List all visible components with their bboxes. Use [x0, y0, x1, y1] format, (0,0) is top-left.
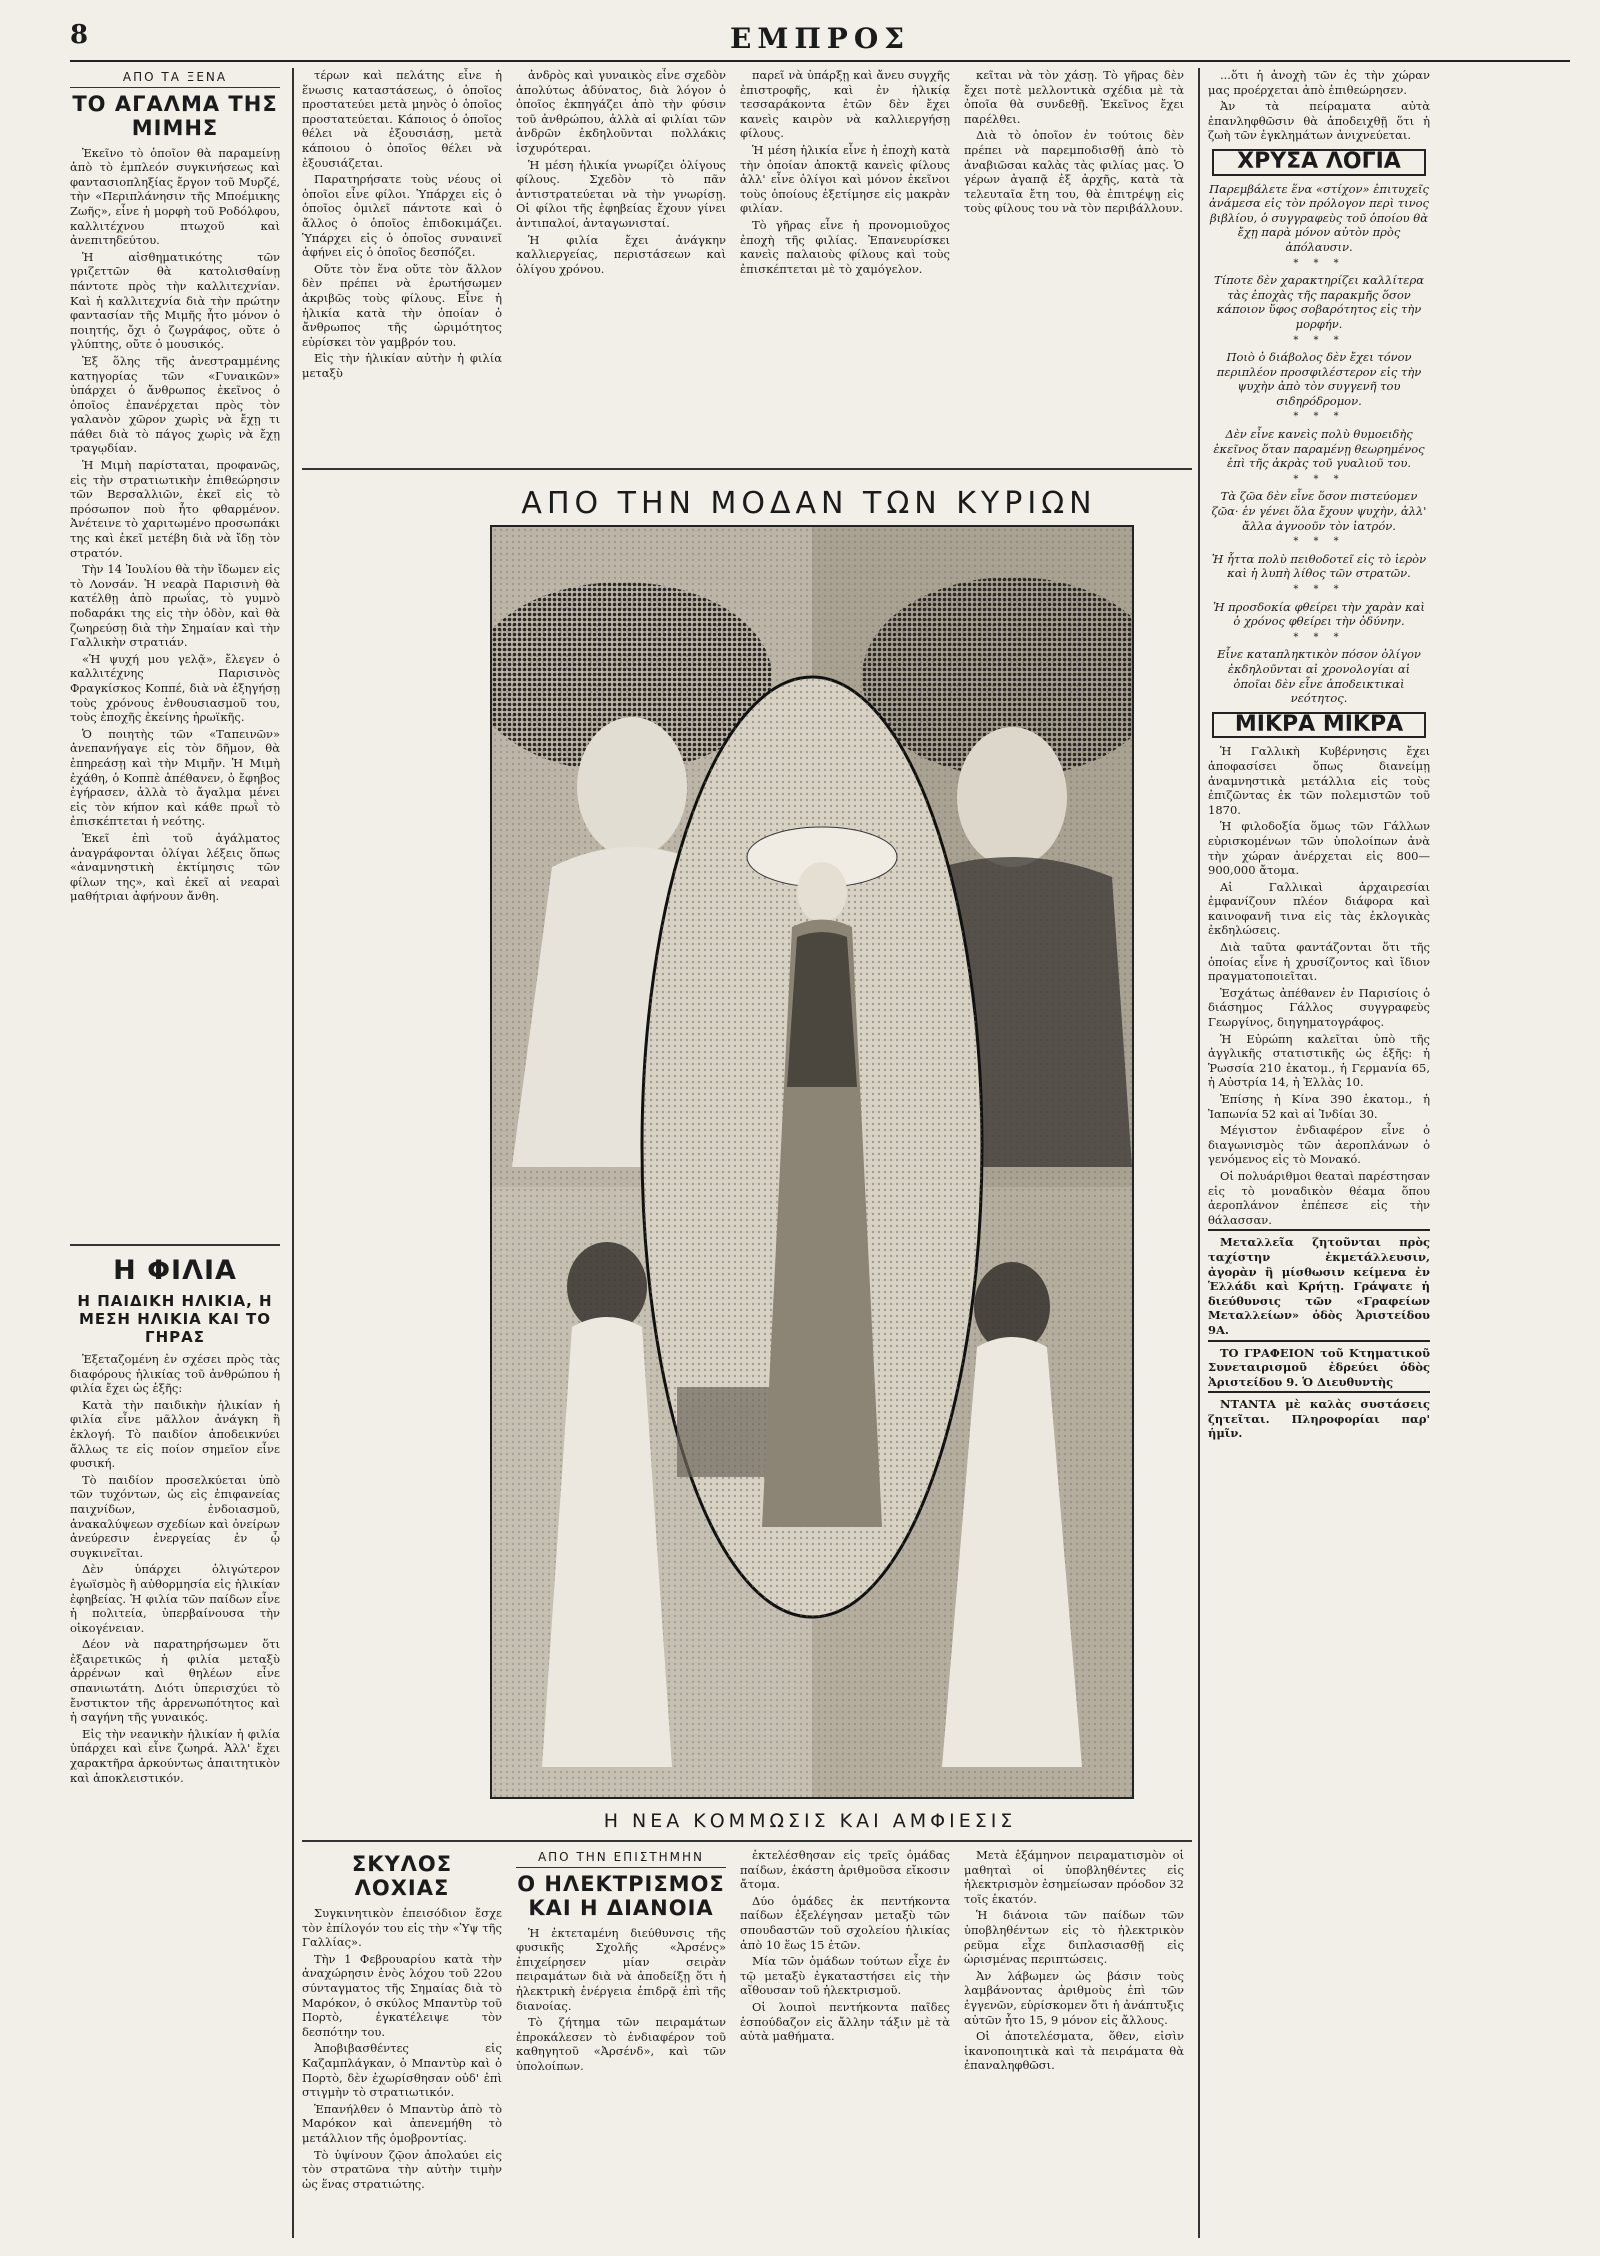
page-number: 8 [70, 20, 89, 50]
article-paragraph: Τὸ ζήτημα τῶν πειραμάτων ἐπροκάλεσεν τὸ ἐνδιαφέρον τοῦ καθηγητοῦ «Ἀρσένδ», καὶ τῶν ὑπολοίπων. [516, 2015, 726, 2073]
separator-stars: * * * [1293, 584, 1345, 595]
column-dog-article [302, 1848, 502, 2238]
separator-stars: * * * [1293, 631, 1345, 643]
article-paragraph: Ἡ μέση ἡλικία εἶνε ἡ ἐποχὴ κατὰ τὴν ὁποίαν ἀποκτᾷ κανεὶς φίλους ἀλλ' εἶνε ὀλίγοι καὶ μόνον ἐκεῖνοι τοὺς ὁποίους ἐξετίμησε εἰς μακρὰν φιλίαν. [740, 142, 950, 216]
fashion-feature-title: ΑΠΟ ΤΗΝ ΜΟΔΑΝ ΤΩΝ ΚΥΡΙΩΝ [521, 486, 1097, 521]
article-paragraph: Ἡ διάνοια τῶν παίδων τῶν ὑποβληθέντων εἰς τὸ ἠλεκτρικὸν ρεῦμα εἶχε διπλασιασθῇ εἰς ὠρισμένας περιπτώσεις. [964, 1908, 1184, 1967]
article-paragraph: Δὲν ὑπάρχει ὁλιγώτερον ἐγωϊσμὸς ἢ αὐθορμησία εἰς ἡλικίαν ἐφηβείας. Ἡ φιλία τῶν παίδων εἶνε ἡ πολιτεία, ὑπερβαίνουσα τὴν οἰκογένειαν. [70, 1562, 280, 1635]
article-headline: ΤΟ ΑΓΑΛΜΑ ΤΗΣ ΜΙΜΗΣ [72, 91, 278, 140]
article-paragraph: Συγκινητικὸν ἐπεισόδιον ἔσχε τὸν ἐπίλογόν του εἰς τὴν «Ὑψ τῆς Γαλλίας». [302, 1906, 502, 1950]
fashion-caption: Η ΝΕΑ ΚΟΜΜΩΣΙΣ ΚΑΙ ΑΜΦΙΕΣΙΣ [603, 1810, 1017, 1832]
section-divider [302, 468, 1192, 470]
article-paragraph: τέρων καὶ πελάτης εἶνε ἡ ἕνωσις καταστάσεως, ὁ ὁποῖος προστατεύει μετὰ μηνὸς ὁ ὁποῖος προστατεύεται. Κάποιος ὁ ὁποῖος θέλει νὰ ἐξουσιάσῃ, μετὰ κάποιου ὁ ὁποῖος θέλει νὰ ἐξουσιάζεται. [302, 68, 502, 170]
separator-stars: * * * [1293, 411, 1345, 423]
article-paragraph: Ἀν τὰ πείραματα αὐτὰ ἐπανληφθῶσιν θὰ ἀποδειχθῇ ὅτι ἡ ζωὴ τῶν ἐγκλημάτων ἀνιχνεύεται. [1208, 99, 1430, 143]
saying-item: Ἡ προσδοκία φθείρει τὴν χαρὰν καὶ ὁ χρόνος φθείρει τὴν ὀδύνην. [1213, 599, 1425, 629]
fashion-photos-illustration [492, 527, 1132, 1797]
classified-ad: ΝΤΑΝΤΑ μὲ καλὰς συστάσεις ζητεῖται. Πληροφορίαι παρ' ἡμῖν. [1208, 1391, 1430, 1441]
article-headline: Ο ΗΛΕΚΤΡΙΣΜΟΣ ΚΑΙ Η ΔΙΑΝΟΙΑ [517, 1871, 725, 1920]
article-paragraph: Εἰς τὴν νεανικὴν ἡλικίαν ἡ φιλία ὑπάρχει καὶ εἶνε ζωηρά. Ἀλλ' ἔχει χαρακτῆρα ἀρκούντως ἀπαιτητικὸν καὶ ἀποκλειστικόν. [70, 1726, 280, 1785]
separator-stars: * * * [1293, 334, 1345, 346]
article-subheadline: Η ΠΑΙΔΙΚΗ ΗΛΙΚΙΑ, Η ΜΕΣΗ ΗΛΙΚΙΑ ΚΑΙ ΤΟ ΓΗΡΑΣ [77, 1292, 273, 1346]
article-paragraph: Τὸ γῆρας εἶνε ἡ προνομιοῦχος ἐποχὴ τῆς φιλίας. Ἐπανευρίσκει κανεὶς παλαιοὺς φίλους καὶ τοὺς ἐπισκέπτεται μὲ τὸ χαμόγελον. [740, 217, 950, 276]
briefs-section-heading: ΜΙΚΡΑ ΜΙΚΡΑ [1212, 712, 1426, 739]
sayings-section-heading: ΧΡΥΣΑ ΛΟΓΙΑ [1212, 149, 1426, 176]
brief-item: Ἡ φιλοδοξία ὅμως τῶν Γάλλων εὑρισκομένων τῶν ὑπολοίπων ἀνὰ τὴν χώραν ἀνέρχεται εἰς 800—900,000 ἄτομα. [1208, 819, 1430, 878]
section-kicker: ΑΠΟ ΤΑ ΞΕΝΑ [70, 68, 280, 88]
brief-item: Ἐπίσης ἡ Κίνα 390 ἑκατομ., ἡ Ἰαπωνία 52 καὶ αἱ Ἰνδίαι 30. [1208, 1092, 1430, 1121]
newspaper-title: ΕΜΠΡΟΣ [729, 22, 911, 55]
column-friendship-continued [740, 68, 950, 458]
section-kicker: ΑΠΟ ΤΗΝ ΕΠΙΣΤΗΜΗΝ [516, 1848, 726, 1868]
saying-item: Ποιὸ ὁ διάβολος δὲν ἔχει τόνον περιπλέον προσφιλέστερον εἰς τὴν ψυχὴν ἀπὸ τὸν συγγενῆ του σιδηρόδρομον. [1216, 350, 1422, 408]
separator-stars: * * * [1293, 536, 1345, 548]
separator-stars: * * * [1293, 473, 1345, 485]
article-paragraph: Οὔτε τὸν ἕνα οὔτε τὸν ἄλλον δὲν πρέπει νὰ ἐρωτήσωμεν ἀκριβῶς τοὺς φίλους. Εἶνε ἡ ἡλικία κατὰ τὴν ὁποίαν ὁ ἄνθρωπος τῆς ὡριμότητος εὑρίσκει τὸν γαμβρόν του. [302, 261, 502, 349]
article-paragraph: Κατὰ τὴν παιδικὴν ἡλικίαν ἡ φιλία εἶνε μᾶλλον ἀνάγκη ἢ ἐκλογή. Τὸ παιδίον ἀποδεικνύει ἄλλως τε εἰς ποίον σημεῖον εἶνε φυσική. [70, 1397, 280, 1471]
article-paragraph: Μετὰ ἑξάμηνον πειραματισμὸν οἱ μαθηταὶ οἱ ὑποβληθέντες εἰς ἠλεκτρισμὸν ἐσημείωσαν πρόοδον 32 τοῖς ἑκατόν. [964, 1848, 1184, 1906]
article-paragraph: Τὴν 1 Φεβρουαρίου κατὰ τὴν ἀναχώρησιν ἑνὸς λόχου τοῦ 22ου σύνταγματος τῆς Σημαίας διὰ τὸ Μαρόκον, ὁ σκύλος Μπαντὺρ τοῦ Πορτὸ, ἐγκατέλειψε τὸν δεσπότην του. [302, 1951, 502, 2039]
article-paragraph: Εἰς τὴν ἡλικίαν αὐτὴν ἡ φιλία μεταξὺ [302, 351, 502, 380]
saying-item: Δὲν εἶνε κανεὶς πολὺ θυμοειδὴς ἐκεῖνος ὅταν παραμένῃ θεωρημένος ἐπὶ τῆς ἀκρὰς τοῦ γυαλιοῦ του. [1213, 427, 1425, 471]
article-paragraph: Ἡ αἰσθηματικότης τῶν γριζεττῶν θὰ κατολισθαίνῃ πάντοτε πρὸς τὴν καλλιτεχνίαν. Καὶ ἡ καλλιτεχνία διὰ τὴν πρώτην φαντασίαν τῆς Μιμῆς ἦτο μόνον ὁ ποιητής, ὄχι ὁ ζωγράφος, οὔτε ὁ γλύπτης, οὔτε ὁ μουσικός. [70, 249, 280, 352]
article-paragraph: ...ὅτι ἡ ἀνοχὴ τῶν ἐς τὴν χώραν μας προέρχεται ἀπὸ ἐπιθεώρησεν. [1208, 68, 1430, 97]
column-friendship-continued [302, 68, 502, 458]
article-paragraph: ἀνδρὸς καὶ γυναικὸς εἶνε σχεδὸν ἀπολύτως ἀδύνατος, διὰ λόγον ὁ ὁποῖος ἐκπηγάζει ἀπὸ τὴν φύσιν τοῦ ἀνθρώπου, ἀλλὰ αἱ φιλίαι τῶν ἀνδρῶν ἐκδηλοῦνται πολλάκις ἰσχυρότεραι. [516, 68, 726, 155]
classified-ad: Μεταλλεῖα ζητοῦνται πρὸς ταχίστην ἐκμετάλλευσιν, ἀγορὰν ἢ μίσθωσιν κείμενα ἐν Ἑλλάδι καὶ Κρήτῃ. Γράψατε ἡ διεύθυνσις τῶν «Γραφείων Μεταλλείων» ὁδὸς Ἀριστείδου 9Α. [1208, 1229, 1430, 1337]
article-paragraph: Δύο ὁμάδες ἐκ πεντήκοντα παίδων ἐξελέγησαν μεταξὺ τῶν σπουδαστῶν τοῦ σχολείου ἡλικίας ἀπὸ 10 ἕως 15 ἐτῶν. [740, 1893, 950, 1952]
brief-item: Οἱ πολυάριθμοι θεαταὶ παρέστησαν εἰς τὸ μοναδικὸν θέαμα ὅπου ἀεροπλάνον ἐπέπεσε εἰς τὴν θάλασσαν. [1208, 1168, 1430, 1227]
column-friendship-article [70, 1252, 280, 2237]
column-science-continued [740, 1848, 950, 2238]
article-paragraph: Ἀν λάβωμεν ὡς βάσιν τοὺς λαμβάνοντας ἀριθμοὺς ἐπὶ τῶν ἐγγενῶν, εὑρίσκομεν ὅτι ἡ ἀνάπτυξις αὐτῶν ἦτο 15, 9 μόνον εἰς ἄλλους. [964, 1968, 1184, 2027]
column-science-continued [964, 1848, 1184, 2238]
article-paragraph: Ἐξ ὅλης τῆς ἀνεστραμμένης κατηγορίας τῶν «Γυναικῶν» ὑπάρχει ὁ ἄνθρωπος ἐκεῖνος ὁ ὁποῖος ἐπανέρχεται πρὸς τὸν γαλανὸν χῶρον χωρὶς νὰ ἔχῃ τι πάθει διὰ τὸ πάγος χωρὶς νὰ ἔχῃ τραγῳδίαν. [70, 353, 280, 456]
brief-item: Ἡ Εὐρώπη καλεῖται ὑπὸ τῆς ἀγγλικῆς στατιστικῆς ὡς ἑξῆς: ἡ Ῥωσσία 210 ἑκατομ., ἡ Γερμανία 65, ἡ Αὐστρία 14, ἡ Ἑλλὰς 10. [1208, 1031, 1430, 1090]
article-paragraph: «Ἡ ψυχή μου γελᾷ», ἔλεγεν ὁ καλλιτέχνης Παρισινὸς Φραγκίσκος Κοππέ, διὰ νὰ ἐξηγήσῃ τοὺς χρόνους ἐνθουσιασμοῦ του, τοὺς ἐποχῆς ἐκείνης ἡρωϊκῆς. [70, 651, 280, 725]
brief-item: Μέγιστον ἐνδιαφέρον εἶνε ὁ διαγωνισμὸς τῶν ἀεροπλάνων ὁ γενόμενος εἰς τὸ Μονακό. [1208, 1123, 1430, 1167]
article-paragraph: Ἐκεῖνο τὸ ὁποῖον θὰ παραμείνῃ ἀπὸ τὸ ἐμπλεόν συγκινήσεως καὶ φαντασιοπληξίας ἔργον τοῦ Μυρζέ, τὴν «Περιπλάνησιν τῆς Μποέμικης Ζωῆς», εἶνε ἡ μορφὴ τοῦ Ροδόλφου, καλλιτέχνου πτωχοῦ καὶ ἀνεπιτηδεύτου. [70, 145, 280, 248]
brief-item: Αἱ Γαλλικαὶ ἀρχαιρεσίαι ἐμφανίζουν πλέον διάφορα καὶ καινοφανῆ τινα εἰς τὰς ἐκλογικὰς ἐκδηλώσεις. [1208, 879, 1430, 938]
article-paragraph: παρεῖ νὰ ὑπάρξῃ καὶ ἄνευ συγχῆς ἐπιστροφῆς, καὶ ἐν ἡλικίᾳ τεσσαράκοντα ἐτῶν δὲν ἔχει κανεὶς καιρὸν νὰ καλλιεργήσῃ φίλους. [740, 68, 950, 141]
brief-item: Ἡ Γαλλικὴ Κυβέρνησις ἔχει ἀποφασίσει ὅπως διανείμῃ ἀναμνηστικὰ μετάλλια εἰς τοὺς ἐπιζῶντας ἐκ τῶν πολεμιστῶν τοῦ 1870. [1208, 744, 1430, 817]
column-rule [1198, 68, 1200, 2238]
saying-item: Ἡ ἧττα πολὺ πειθοδοτεῖ εἰς τὸ ἱερὸν καὶ ἡ λυπὴ λίθος τῶν στρατῶν. [1211, 551, 1427, 581]
article-paragraph: Οἱ λοιποὶ πεντήκοντα παῖδες ἐσπούδαζον εἰς ἄλλην τάξιν μὲ τὰ αὐτὰ μαθήματα. [740, 1999, 950, 2044]
masthead [70, 20, 1570, 62]
article-paragraph: ἐκτελέσθησαν εἰς τρεῖς ὁμάδας παίδων, ἑκάστη ἀριθμοῦσα εἴκοσιν ἄτομα. [740, 1848, 950, 1892]
saying-item: Τὰ ζῶα δὲν εἶνε ὅσον πιστεύομεν ζῶα· ἐν γένει ὅλα ἔχουν ψυχὴν, ἀλλ' ἄλλα ἀγνοοῦν τὸν ἰατρόν. [1211, 489, 1427, 533]
column-science-article [516, 1848, 726, 2238]
sayings-intro: Παρεμβάλετε ἕνα «στίχον» ἐπιτυχεῖς ἀνάμεσα εἰς τὸν πρόλογον περὶ τινος βιβλίου, ὁ συγγραφεὺς τοῦ ὁποίου θὰ ἔχῃ παρὰ μόνον αὐτὸν πρὸς ἀπόλαυσιν. [1209, 181, 1429, 254]
article-paragraph: Ἡ μέση ἡλικία γνωρίζει ὀλίγους φίλους. Σχεδὸν τὸ πᾶν ἀντιστρατεύεται νὰ τὴν γνωρίσῃ. Οἱ φίλοι τῆς ἐφηβείας ἔχουν γίνει ἀντιπαλοί, ἀνταγωνισταί. [516, 157, 726, 230]
article-paragraph: Τὸ ὑψίνουν ζῷον ἀπολαύει εἰς τὸν στρατῶνα τὴν αὐτὴν τιμὴν ὡς ἕνας στρατιώτης. [302, 2147, 502, 2191]
separator-stars: * * * [1293, 257, 1345, 269]
newspaper-page [70, 20, 1570, 2240]
column-rule [292, 68, 294, 2238]
column-divider [70, 1244, 280, 1246]
article-paragraph: Ὁ ποιητὴς τῶν «Ταπεινῶν» ἀνεπανήγαγε εἰς τὸν δῆμον, θὰ ἐπηρεάσῃ καὶ τὴν Μιμῆν. Ἡ Μιμὴ ἐχάθη, ὁ Κοππὲ ἀπέθανεν, ὁ ἔφηβος ἐγήρασεν, ἀλλὰ τὸ ἄγαλμα μένει εἰς τὸν κήπον καὶ κάθε πρωῒ τὸ ἐπισκέπτεται ἡ νεότης. [70, 726, 280, 829]
brief-item: Διὰ ταῦτα φαντάζονται ὅτι τῆς ὁποίας εἶνε ἡ χρυσίζοντος καὶ ἴδιον πραγματοποιεῖται. [1208, 940, 1430, 984]
article-paragraph: Ἐξεταζομένη ἐν σχέσει πρὸς τὰς διαφόρους ἡλικίας τοῦ ἀνθρώπου ἡ φιλία ἔχει ὡς ἑξῆς: [70, 1352, 280, 1396]
article-paragraph: κεῖται νὰ τὸν χάσῃ. Τὸ γῆρας δὲν ἔχει ποτὲ μελλοντικὰ σχέδια μὲ τὰ ὁποῖα θὰ συνδεθῇ. Ἐκεῖνος ἔχει παρέλθει. [964, 68, 1184, 126]
fashion-photo-collage [490, 525, 1134, 1799]
column-right-miscellany [1208, 68, 1430, 2238]
article-paragraph: Παρατηρήσατε τοὺς νέους οἱ ὁποῖοι εἶνε φίλοι. Ὑπάρχει εἰς ὁ ὁποῖος ὁμιλεῖ πάντοτε καὶ ὁ ἄλλος ὁ ὁποῖος ἐπιδοκιμάζει. Ὑπάρχει εἰς ὁ ὁποῖος συναινεῖ ἀφήνει εἰς ὁ ὁποῖος δεσπόζει. [302, 172, 502, 260]
article-paragraph: Τὸ παιδίον προσελκύεται ὑπὸ τῶν τυχόντων, ὡς εἰς ἐπιφανείας παιχνίδων, ἐνδοιασμοῦ, ἀνακαλύψεων σχεδίων καὶ ὀνείρων ἀνεύρεσιν ἐνεργείας ἐν ᾧ συγκινεῖται. [70, 1472, 280, 1560]
article-paragraph: Ἡ ἐκτεταμένη διεύθυνσις τῆς φυσικῆς Σχολῆς «Ἀρσένς» ἐπιχείρησεν μίαν σειρὰν πειραμάτων διὰ νὰ ἀποδείξῃ ὅτι ἡ ἠλεκτρικὴ ἐνέργεια ἐπιδρᾷ ἐπὶ τῆς διανοίας. [516, 1925, 726, 2013]
classified-ad: ΤΟ ΓΡΑΦΕΙΟΝ τοῦ Κτηματικοῦ Συνεταιρισμοῦ ἐδρεύει ὁδὸς Ἀριστείδου 9. Ὁ Διευθυντὴς [1208, 1340, 1430, 1390]
saying-item: Τίποτε δὲν χαρακτηρίζει καλλίτερα τὰς ἐποχὰς τῆς παρακμῆς ὅσον κάποιον ὕφος σοβαρότητος εἰς τὴν μορφήν. [1214, 273, 1424, 331]
article-paragraph: Ἐκεῖ ἐπὶ τοῦ ἀγάλματος ἀναγράφονται ὀλίγαι λέξεις ὅπως «ἀναμνηστικὴ ἐκτίμησις τῶν φίλων της», καὶ ἐκεῖ αἱ νεαραὶ μαθήτριαι ἀφήνουν ἄνθη. [70, 830, 280, 904]
section-divider [302, 1840, 1192, 1842]
column-friendship-continued [516, 68, 726, 458]
article-paragraph: Ἀποβιβασθέντες εἰς Καζαμπλάγκαν, ὁ Μπαντὺρ καὶ ὁ Πορτὸ, δὲν ἐχωρίσθησαν οὐδ' ἐπὶ στιγμὴν τὸ στρατιωτικόν. [302, 2041, 502, 2100]
saying-item: Εἶνε καταπληκτικὸν πόσον ὀλίγον ἐκδηλοῦνται αἱ χρονολογίαι αἱ ὁποῖαι δὲν εἶνε ἀποδεικτικαὶ νεότητος. [1217, 647, 1421, 706]
article-paragraph: Ἡ φιλία ἔχει ἀνάγκην καλλιεργείας, περιστάσεων καὶ ὀλίγου χρόνου. [516, 232, 726, 276]
article-headline: Η ΦΙΛΙΑ [113, 1255, 237, 1286]
article-paragraph: Δέον νὰ παρατηρήσωμεν ὅτι ἐξαιρετικῶς ἡ φιλία μεταξὺ ἀρρένων καὶ θηλέων εἶνε σπανιωτάτη. Διότι ὑπερισχύει τὸ ἔνστικτον τῆς ἀρρενωπότητος καὶ ἡ σαγήνη τῆς γυναικός. [70, 1637, 280, 1725]
column-statue-article [70, 68, 280, 1238]
article-paragraph: Οἱ ἀποτελέσματα, ὅθεν, εἰσὶν ἱκανοποιητικὰ καὶ τὰ πειράματα θὰ ἐπαναληφθῶσι. [964, 2029, 1184, 2073]
article-paragraph: Τὴν 14 Ἰουλίου θὰ τὴν ἴδωμεν εἰς τὸ Λονσάν. Ἡ νεαρὰ Παρισινὴ θὰ κατέλθῃ ἀπὸ πρωΐας, τὸ γυμνὸ ποδαράκι της εἰς τὴν ὁδὸν, καὶ θὰ ζωηρεύσῃ διὰ τὴν Σημαίαν καὶ τὴν Γαλλικὴν στρατιάν. [70, 562, 280, 650]
article-paragraph: Μία τῶν ὁμάδων τούτων εἶχε ἐν τῷ μεταξὺ ἐγκαταστήσει εἰς τὴν αἴθουσαν τοῦ ἠλεκτρισμοῦ. [740, 1954, 950, 1998]
brief-item: Ἐσχάτως ἀπέθανεν ἐν Παρισίοις ὁ διάσημος Γάλλος συγγραφεὺς Γεωργίνος, διηγηματογράφος. [1208, 985, 1430, 1030]
article-headline: ΣΚΥΛΟΣ ΛΟΧΙΑΣ [351, 1852, 453, 1900]
article-paragraph: Ἡ Μιμὴ παρίσταται, προφανῶς, εἰς τὴν στρατιωτικὴν ἐπιθεώρησιν τῶν Βερσαλλιῶν, ἐκεῖ εἰς τὸ πρόσωπον ποὺ ἦτο φθαρμένον. Ἀνέτεινε τὸ χαριτωμένο προσωπάκι της καὶ ἐκεῖ μετέβη διὰ νὰ ἴδῃ τὸν στρατόν. [70, 458, 280, 560]
column-friendship-continued [964, 68, 1184, 458]
article-paragraph: Διὰ τὸ ὁποῖον ἐν τούτοις δὲν πρέπει νὰ παρεμποδισθῇ ἀπὸ τὸ ἀναβιῶσαι καλὰς τὰς φιλίας μας. Ὁ γέρων ἀγαπᾷ ἐξ ἀρχῆς, κατὰ τὰ τελευταῖα ἔτη του, θὰ ἐπιτρέψῃ εἰς τοὺς φίλους του νὰ τὸν περιβάλλουν. [964, 128, 1184, 216]
article-paragraph: Ἐπανήλθεν ὁ Μπαντὺρ ἀπὸ τὸ Μαρόκον καὶ ἀπενεμήθη τὸ μετάλλιον τῆς ὁμοβροντίας. [302, 2101, 502, 2145]
